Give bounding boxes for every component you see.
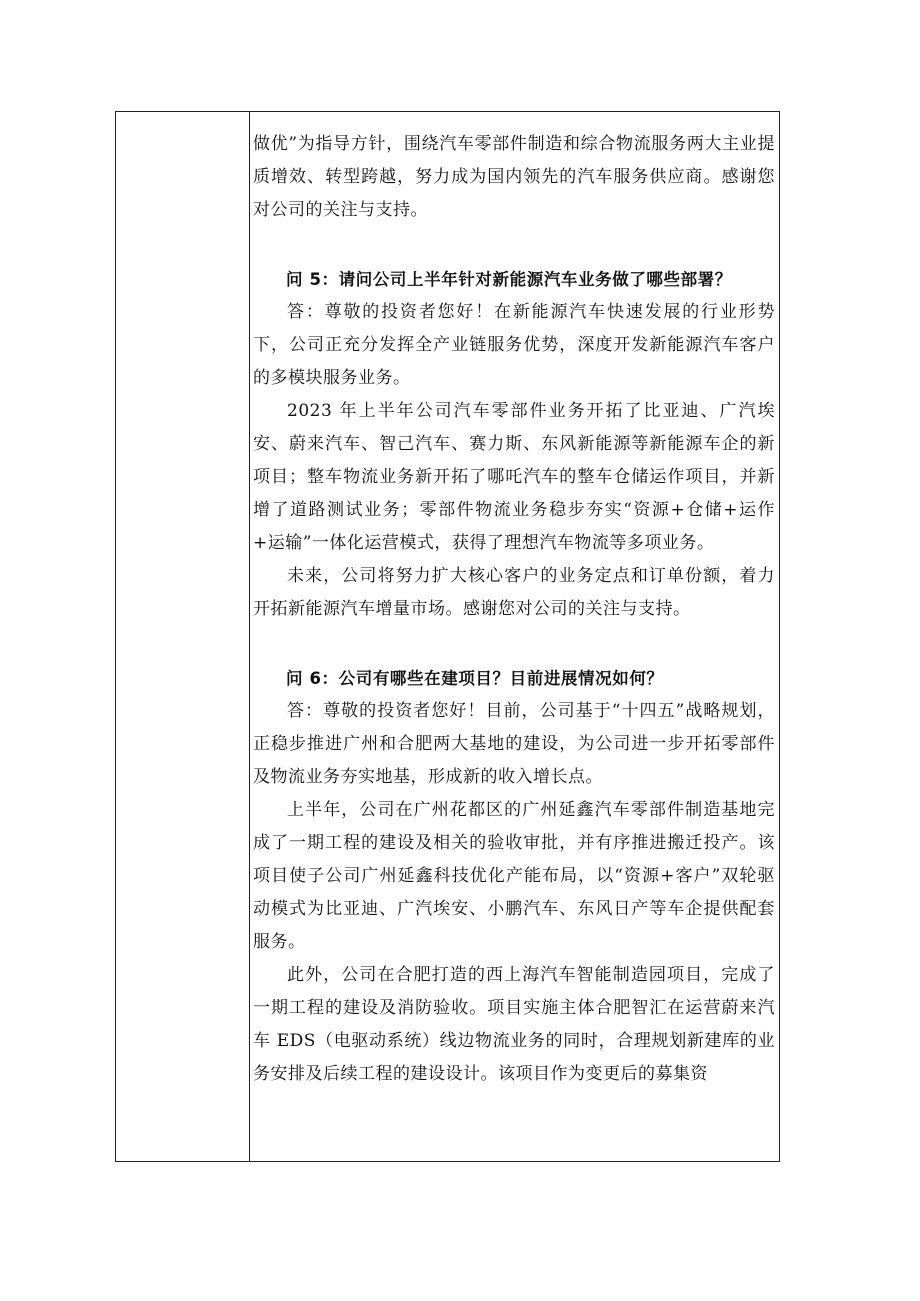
answer-6-paragraph-2: 上半年，公司在广州花都区的广州延鑫汽车零部件制造基地完成了一期工程的建设及相关的验收审批，并有序推进搬迁投产。该项目使子公司广州延鑫科技优化产能布局，以“资源+客户”双轮驱动模式为比亚迪、广汽埃安、小鹏汽车、东风日产等车企提供配套服务。 [253, 800, 775, 952]
qa-block-5 [253, 263, 775, 626]
answer-5-paragraph-2: 2023 年上半年公司汽车零部件业务开拓了比亚迪、广汽埃安、蔚来汽车、智己汽车、赛力斯、东风新能源等新能源车企的新项目；整车物流业务新开拓了哪吒汽车的整车仓储运作项目，并新增了道路测试业务；零部件物流业务稳步夯实“资源+仓储+运作+运输”一体化运营模式，获得了理想汽车物流等多项业务。 [253, 401, 775, 553]
answer-6-paragraph-3: 此外，公司在合肥打造的西上海汽车智能制造园项目，完成了一期工程的建设及消防验收。项目实施主体合肥智汇在运营蔚来汽车 EDS（电驱动系统）线边物流业务的同时，合理规划新建库的业务安排及后续工程的建设设计。该项目作为变更后的募集资 [253, 965, 775, 1084]
answer-5-paragraph-3: 未来，公司将努力扩大核心客户的业务定点和订单份额，着力开拓新能源汽车增量市场。感谢您对公司的关注与支持。 [253, 566, 775, 619]
document-table [115, 111, 780, 1162]
answer-5-paragraph-1: 答：尊敬的投资者您好！在新能源汽车快速发展的行业形势下，公司正充分发挥全产业链服务优势，深度开发新能源汽车客户的多模块服务业务。 [253, 302, 775, 388]
section-gap [253, 626, 775, 662]
continuation-paragraph: 做优”为指导方针，围绕汽车零部件制造和综合物流服务两大主业提质增效、转型跨越，努力成为国内领先的汽车服务供应商。感谢您对公司的关注与支持。 [253, 134, 775, 220]
answer-6-paragraph-1: 答：尊敬的投资者您好！目前，公司基于“十四五”战略规划，正稳步推进广州和合肥两大基地的建设，为公司进一步开拓零部件及物流业务夯实地基，形成新的收入增长点。 [253, 701, 775, 787]
question-6: 问 6：公司有哪些在建项目？目前进展情况如何？ [286, 669, 664, 688]
section-gap [253, 227, 775, 263]
qa-block-6 [253, 662, 775, 1091]
table-right-column [250, 112, 779, 1161]
table-left-column [116, 112, 250, 1161]
question-5: 问 5：请问公司上半年针对新能源汽车业务做了哪些部署？ [286, 270, 732, 289]
